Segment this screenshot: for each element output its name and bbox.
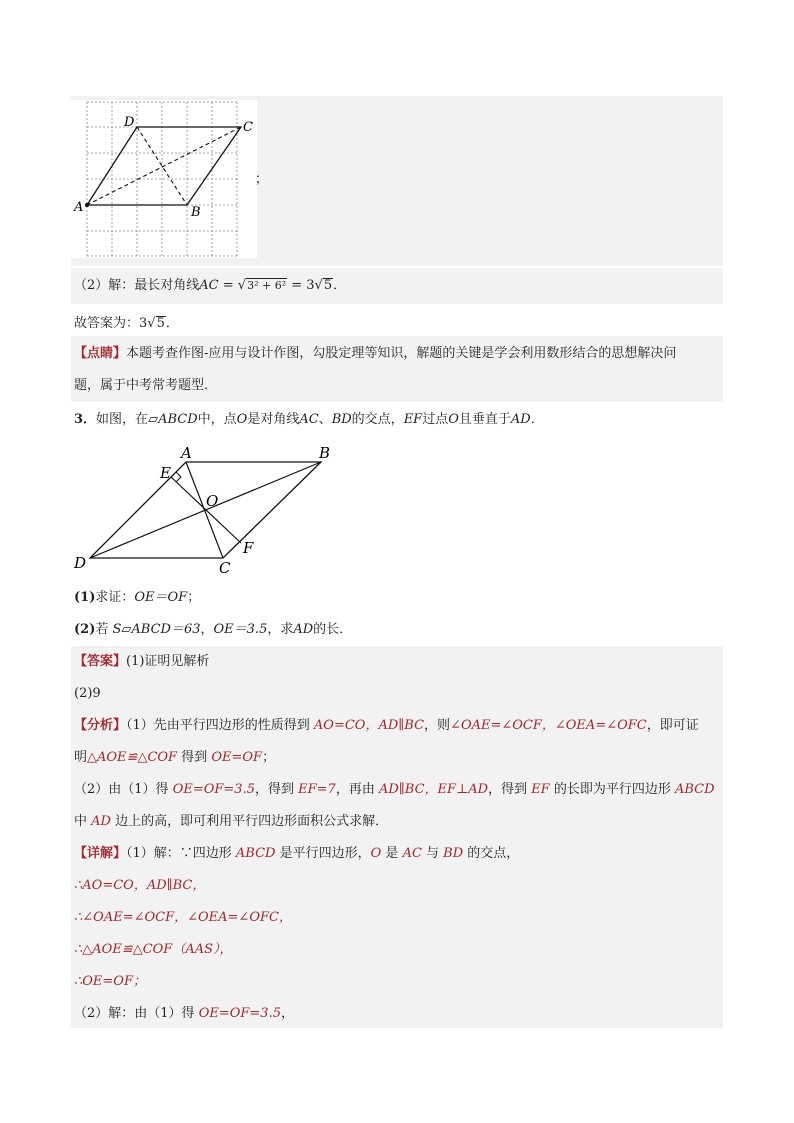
sub2-ad: AD <box>293 622 314 637</box>
label-a: A <box>74 200 84 215</box>
right-angle-mark <box>176 472 181 482</box>
segment-ef <box>171 477 241 543</box>
q3-ef: EF <box>403 412 423 427</box>
detail-line-2: ∴AO=CO，AD∥BC， <box>74 878 206 893</box>
dt1-c: 是平行四边形， <box>275 846 371 861</box>
sub2-line <box>74 620 352 640</box>
an2-d: OE=OF <box>211 750 263 765</box>
part2-ac: AC = <box>199 278 238 293</box>
sub1-line <box>74 588 200 608</box>
q3-text-e: 过点 <box>422 412 449 427</box>
dt4-b: AAS <box>185 942 214 957</box>
q3-sep: 、 <box>318 412 332 427</box>
analysis-tag: 【分析】 <box>74 718 127 733</box>
sub2-text-a: 若 <box>95 622 113 637</box>
sub1-text: 求证： <box>95 590 135 605</box>
an3-e: ，再由 <box>335 782 379 797</box>
sub1-end: ； <box>187 590 201 605</box>
dt4-a: ∴△AOE≌△COF（ <box>74 942 186 957</box>
label3-e: E <box>160 464 171 482</box>
label3-d: D <box>74 554 87 572</box>
answer-sqrt-sign: √ <box>147 316 156 331</box>
label-b: B <box>191 205 201 220</box>
comment-text-1: 本题考查作图-应用与设计作图，勾股定理等知识，解题的关键是学会利用数形结合的思想解决问 <box>126 346 677 361</box>
an2-a: 明 <box>74 750 88 765</box>
part2-end: ． <box>333 278 347 293</box>
q3-ac: AC <box>299 412 319 427</box>
label3-o: O <box>206 492 219 510</box>
detail-line-4 <box>74 940 233 960</box>
an3-c: ，得到 <box>254 782 299 797</box>
dt1-h: BD <box>443 846 464 861</box>
sub2-text-b: ，求 <box>267 622 294 637</box>
part2-sqrt2: 5 <box>323 278 333 293</box>
an4-c: 边上的高，即可利用平行四边形面积公式求解． <box>110 814 389 829</box>
label3-f: F <box>243 539 254 557</box>
an2-e: ； <box>262 750 276 765</box>
sub2-expr1: S▱ABCD＝63 <box>112 622 201 637</box>
answer-line <box>74 314 179 334</box>
grid-parallelogram-figure <box>71 100 257 258</box>
q3-o: O <box>236 412 248 427</box>
an3-f: AD∥BC，EF⊥AD <box>378 782 489 797</box>
q3-para-symbol: ▱ <box>148 412 159 427</box>
dt1-e: 是 <box>381 846 403 861</box>
part2-sqrt-content: 3² + 6² <box>247 279 287 292</box>
an3-h: EF <box>531 782 550 797</box>
comment-line-1 <box>74 344 676 364</box>
an3-a: （2）由（1）得 <box>74 782 173 797</box>
an3-d: EF=7 <box>298 782 336 797</box>
an1-a: （1）先由平行四边形的性质得到 <box>126 718 314 733</box>
shade-detail <box>71 838 723 1028</box>
an1-e: ，即可证 <box>646 718 699 733</box>
sub1-expr: OE＝OF <box>134 590 188 605</box>
detail-line-5: ∴OE=OF； <box>74 974 146 989</box>
an3-j: ABCD <box>674 782 715 797</box>
answer-tag-line <box>74 652 209 672</box>
dt6-b: OE=OF=3.5 <box>198 1006 281 1021</box>
label3-c: C <box>219 559 231 577</box>
q3-text-c: 是对角线 <box>247 412 300 427</box>
q3-text-f: 且垂直于 <box>458 412 511 427</box>
parallelogram-figure-3 <box>71 440 351 580</box>
q3-bd: BD <box>331 412 352 427</box>
answer-sqrt: 5 <box>156 316 165 331</box>
sub2-sep: ， <box>200 622 214 637</box>
detail-line-6 <box>74 1004 294 1024</box>
answer-line-2: (2)9 <box>74 686 101 701</box>
dt6-c: ， <box>280 1006 294 1021</box>
analysis-line-1 <box>74 716 699 736</box>
q3-ad: AD <box>510 412 531 427</box>
answer-end: ． <box>165 316 179 331</box>
q3-o2: O <box>448 412 459 427</box>
comment-tag: 【点睛】 <box>74 346 127 361</box>
dt1-d: O <box>370 846 382 861</box>
dt4-c: ）， <box>213 942 233 957</box>
part2-eq: = 3 <box>287 278 315 293</box>
sub2-expr2: OE＝3.5 <box>213 622 268 637</box>
detail-tag: 【详解】 <box>74 846 127 861</box>
dt1-a: （1）解：∵四边形 <box>126 846 236 861</box>
analysis-line-3 <box>74 780 715 800</box>
q3-text-b: 中，点 <box>197 412 237 427</box>
sub2-num: (2) <box>74 622 96 637</box>
an3-i: 的长即为平行四边形 <box>549 782 675 797</box>
an1-b: AO=CO，AD∥BC <box>313 718 425 733</box>
question3-number: 3． <box>74 412 97 427</box>
dt6-a: （2）解：由（1）得 <box>74 1006 199 1021</box>
label-c: C <box>243 120 253 135</box>
q3-abcd: ABCD <box>158 412 198 427</box>
an1-c: ，则 <box>424 718 451 733</box>
part2-line <box>74 276 346 296</box>
q3-text-a: 如图，在 <box>96 412 149 427</box>
answer-tag: 【答案】 <box>74 654 127 669</box>
detail-line-1 <box>74 844 519 864</box>
label3-a: A <box>181 444 192 462</box>
analysis-line-2 <box>74 748 275 768</box>
an4-a: 中 <box>74 814 92 829</box>
answer-line-1: (1)证明见解析 <box>126 654 210 669</box>
trailing-semicolon: ； <box>255 172 269 187</box>
dt1-f: AC <box>402 846 422 861</box>
q3-end: ． <box>530 412 544 427</box>
answer-prefix: 故答案为：3 <box>74 316 148 331</box>
label3-b: B <box>319 444 331 462</box>
comment-line-2: 题，属于中考常考题型． <box>74 378 218 393</box>
sqrt-sign: √ <box>237 278 247 293</box>
dt1-b: ABCD <box>235 846 276 861</box>
label-d: D <box>124 115 135 130</box>
sub2-text-c: 的长． <box>313 622 353 637</box>
sqrt-sign-2: √ <box>314 278 323 293</box>
q3-text-d: 的交点， <box>351 412 404 427</box>
an1-d: ∠OAE=∠OCF，∠OEA=∠OFC <box>450 718 647 733</box>
sub1-num: (1) <box>74 590 96 605</box>
an3-g: ，得到 <box>488 782 532 797</box>
analysis-line-4 <box>74 812 388 832</box>
an2-c: 得到 <box>177 750 212 765</box>
an4-b: AD <box>91 814 111 829</box>
an3-b: OE=OF=3.5 <box>172 782 255 797</box>
detail-line-3: ∴∠OAE=∠OCF，∠OEA=∠OFC， <box>74 910 292 925</box>
part2-prefix: （2）解：最长对角线 <box>74 278 200 293</box>
dt1-i: 的交点， <box>463 846 520 861</box>
dt1-g: 与 <box>421 846 444 861</box>
question3-line <box>74 410 544 430</box>
an2-b: △AOE≌△COF <box>87 750 178 765</box>
